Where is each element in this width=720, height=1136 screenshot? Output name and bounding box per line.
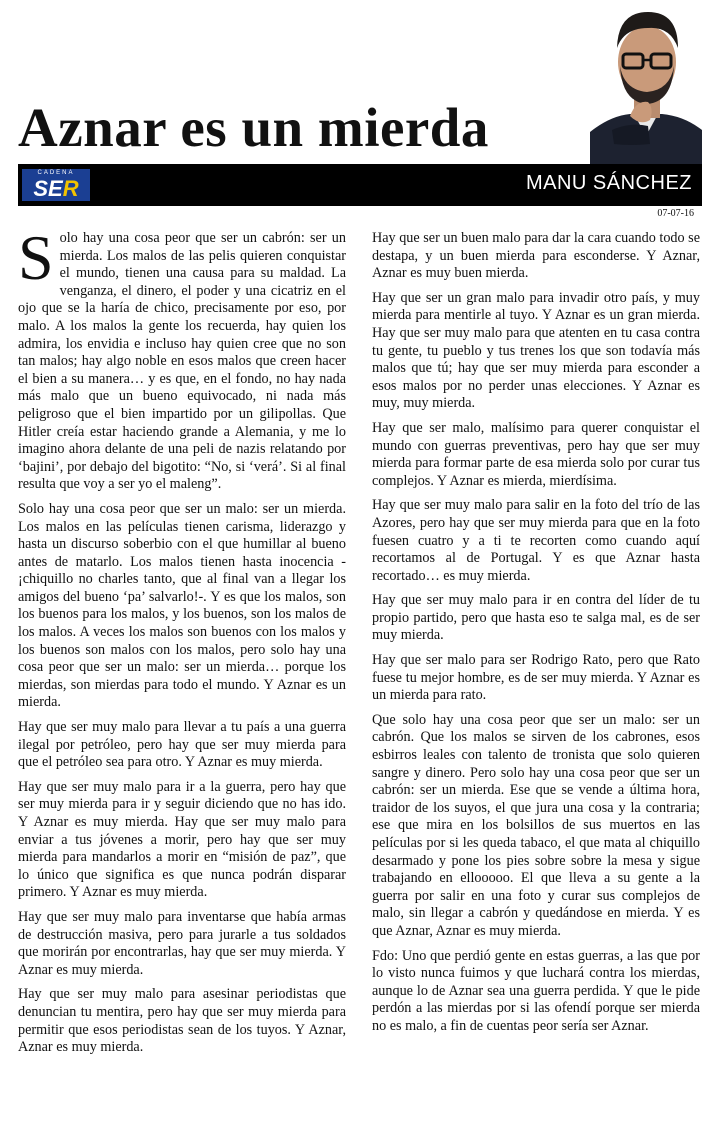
paragraph: Hay que ser muy malo para ir en contra del líder de tu propio partido, pero que hasta eso te salga mal, es de ser muy mierda. xyxy=(372,592,700,644)
article-title: Aznar es un mierda xyxy=(18,97,489,158)
paragraph: Hay que ser malo, malísimo para querer conquistar el mundo con guerras preventivas, pero hay que ser muy mierda para formar parte de esa mierda solo por curar tus complejos. Y Aznar es mierda, mierdísima. xyxy=(372,419,700,489)
paragraph: Hay que ser un buen malo para dar la cara cuando todo se destapa, y un buen mierda para esconderse. Y Aznar, Aznar es muy buen mierda. xyxy=(372,230,700,282)
drop-cap: S xyxy=(18,222,54,293)
paragraph: Hay que ser muy malo para inventarse que había armas de destrucción masiva, pero para jurarle a tus soldados que morirán por encontrarlas, hay que ser muy mierda. Y Aznar es muy mierda. xyxy=(18,908,346,978)
logo-brand xyxy=(22,178,90,200)
logo-brand-main: SE xyxy=(33,176,63,201)
author-name: MANU SÁNCHEZ xyxy=(525,172,692,194)
publication-date: 07-07-16 xyxy=(657,208,694,219)
paragraph: Hay que ser muy malo para ir a la guerra, pero hay que ser muy mierda para ir y seguir diciendo que no has ido. Y Aznar es muy mierda. Hay que ser muy malo para enviar a tus jóvenes a morir, pero hay que ser muy mierda para mandarlos a morir en “misión de paz”, que lo único que significa es que nunca podrán disparar primero. Y Aznar es muy mierda. xyxy=(18,778,346,901)
paragraph: Hay que ser malo para ser Rodrigo Rato, pero que Rato fuese tu mejor hombre, es de ser muy mierda. Y Aznar es un mierda para rato. xyxy=(372,652,700,704)
author-photo xyxy=(590,4,702,164)
signature-paragraph: Fdo: Uno que perdió gente en estas guerras, a las que por lo visto nunca fuimos y que luchará contra los mierdas, aunque lo de Aznar sea una guerra perdida. Y que le pide perdón a las mierdas por si las ofendí porque ser mierda no es malo, a fin de cuentas peor sería ser Aznar. xyxy=(372,947,700,1034)
logo-brand-accent: R xyxy=(62,176,79,201)
left-column xyxy=(18,222,346,1064)
intro-text: olo hay una cosa peor que ser un cabrón: ser un mierda. Los malos de las pelis quieren conquistar el mundo, tienen una causa para su maldad. La venganza, el dinero, el poder y una cicatriz en el ojo que se la haría de chico, precisamente por eso, por malo. A los malos la gente los recuerda, hay quien los admira, los envidia e incluso hay quien cree que no son tan malos; hay algo noble en esos malos que creen hacer el bien a su manera… y es que, en el fondo, no hay nada más malo que un bueno equivocado, ni nada más peligroso que el bien impartido por un gilipollas. Que Hitler creía estar haciendo grande a Alemania, y me lo imagino ahora delante de una peli de nazis relatando por ‘bajini’, por debajo del bigotito: “No, si ‘verá’. Si al final resulta que voy a ser yo el maleng”. xyxy=(18,230,346,493)
paragraph: Hay que ser muy malo para asesinar periodistas que denuncian tu mentira, pero hay que ser muy mierda para permitir que esos periodistas sean de los tuyos. Y Aznar, Aznar es muy mierda. xyxy=(18,986,346,1056)
cadena-ser-logo xyxy=(22,169,90,201)
paragraph: Hay que ser un gran malo para invadir otro país, y muy mierda para mentirle al tuyo. Y Aznar es un gran mierda. Hay que ser muy malo para que atenten en tu casa contra tu gente, tu pueblo y tus trenes los que son todavía más malos que tú; hay que ser muy mierda para esconder a esos malos por no perder unas elecciones. Y Aznar es muy, muy mierda. xyxy=(372,289,700,412)
paragraph: Que solo hay una cosa peor que ser un malo: ser un cabrón. Que los malos se sirven de los cabrones, esos esbirros leales con talento de tronista que solo quieren sangre y dinero. Pero solo hay una cosa peor que ser un cabrón: ser un mierda. Ese que se vende a última hora, traidor de los suyos, el que jura una cosa y la contraria; ese que mira en los bolsillos de sus muertos en las películas por si les queda tabaco, el que mata al chiquillo desarmado y pone los pies sobre sobre la mesa y sigue trabajando en ellooooo. El que lleva a su gente a la guerra por salir en una foto y curar sus complejos de malo, sin llegar a cabrón y quedándose en mierda. Y es que Aznar, Aznar es muy mierda. xyxy=(372,711,700,939)
header-bar xyxy=(18,164,702,206)
paragraph: Hay que ser muy malo para salir en la foto del trío de las Azores, pero hay que ser muy mierda para que en la foto fuesen cuatro y a ti te recorten como cuando aquí recortamos al de Portugal. Y es que Aznar hasta recortado… es muy mierda. xyxy=(372,497,700,584)
paragraph: Hay que ser muy malo para llevar a tu país a una guerra ilegal por petróleo, pero hay que ser muy mierda para que el petróleo sea para otro. Y Aznar es muy mierda. xyxy=(18,719,346,771)
right-column xyxy=(372,230,700,1043)
paragraph: Solo hay una cosa peor que ser un malo: ser un mierda. Los malos en las películas tienen carisma, liderazgo y hasta un discurso soberbio con el que humillar al bueno antes de matarlo. Los malos tienen hasta inocencia -¡chiquillo no charles tanto, que al final van a llegar los amigos del bueno ‘pa’ salvarlo!-. Y es que los malos, son los buenos para los malos, y los buenos, son los malos de los malos. A veces los malos son buenos con los malos y los buenos son malos con los malos, pero solo hay una cosa peor que ser un malo: ser un mierda… porque los mierdas, son mierdas para todo el mundo. Y Aznar es un mierda. xyxy=(18,500,346,711)
intro-paragraph xyxy=(18,222,346,494)
logo-top-text: CADENA xyxy=(37,170,75,176)
